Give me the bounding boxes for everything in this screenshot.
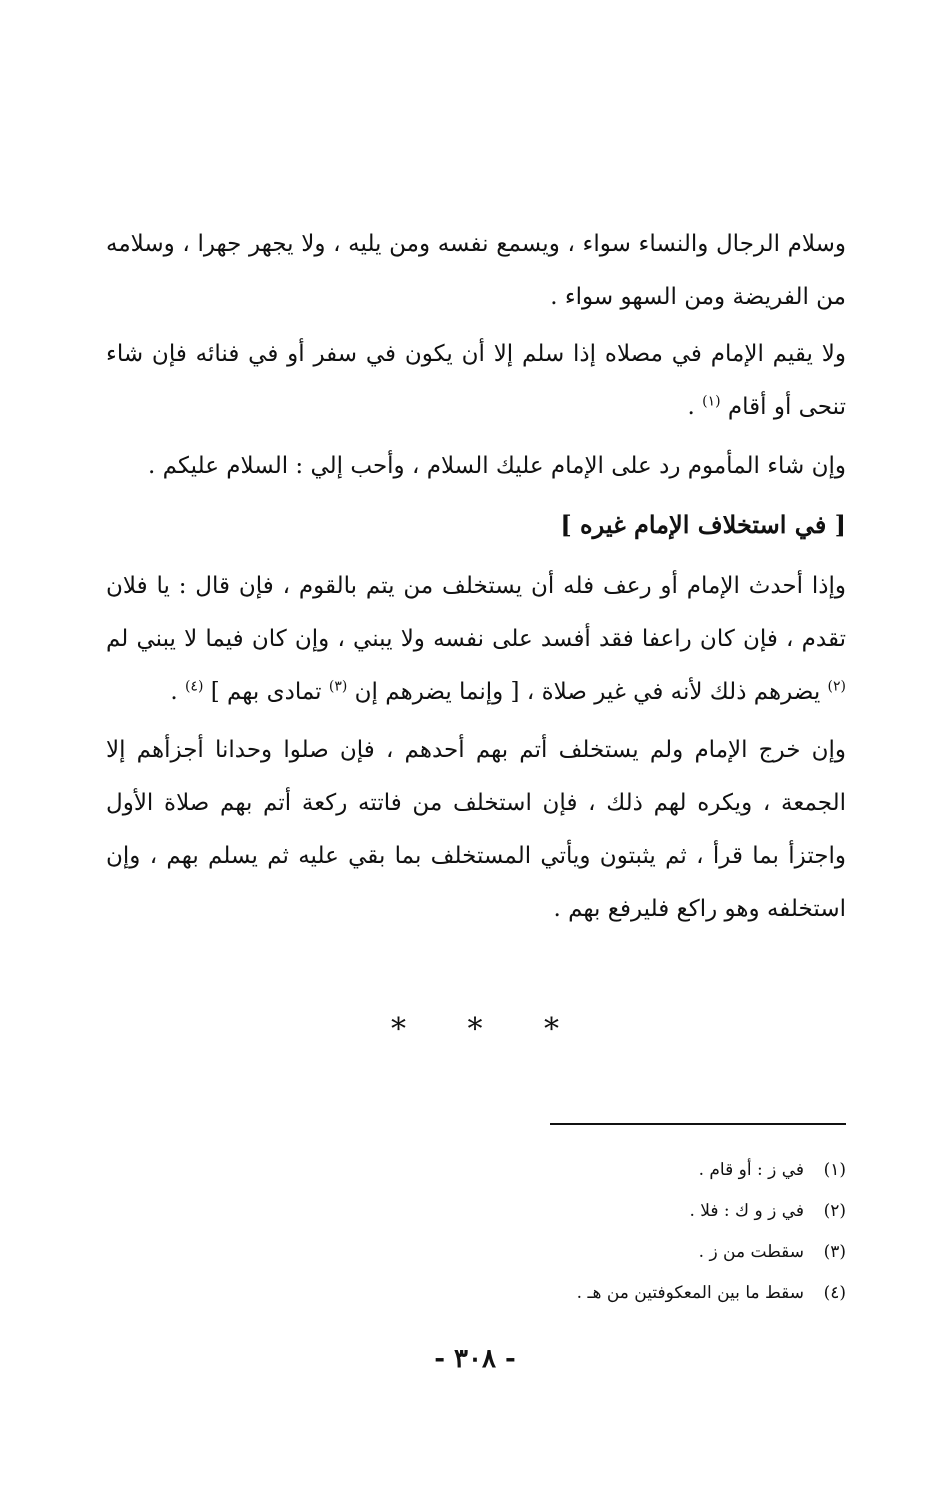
paragraph-salam: وسلام الرجال والنساء سواء ، ويسمع نفسه ومن يليه ، ولا يجهر جهرا ، وسلامه من الفريضة ومن السهو سواء .: [106, 231, 846, 310]
footnote-ref-2[interactable]: (٢): [827, 678, 846, 695]
paragraph-text: وإذا أحدث الإمام أو رعف فله أن يستخلف من يتم بالقوم ، فإن قال : يا فلان تقدم ، فإن كان راعفا فقد أفسد على نفسه ولا يبني ، وإن كان فيما لا يبني لم: [106, 573, 846, 652]
paragraph-imam-musalla: [106, 328, 846, 434]
paragraph-text: تمادى بهم ]: [203, 679, 329, 705]
footnote-item: [246, 1150, 846, 1191]
paragraph-text: يضرهم ذلك لأنه في غير صلاة ، [ وإنما يضرهم إن: [347, 679, 828, 705]
section-separator: [0, 1012, 950, 1047]
separator-star: *: [544, 1012, 560, 1047]
page-number: - ٣٠٨ -: [434, 1344, 516, 1374]
footnote-item: [246, 1191, 846, 1232]
footnote-divider: [550, 1123, 846, 1125]
separator-star: *: [390, 1012, 406, 1047]
footnote-text: في ز : أو قام .: [698, 1160, 804, 1180]
footnote-number: (٢): [823, 1201, 846, 1221]
paragraph-text: ولا يقيم الإمام في مصلاه إذا سلم إلا أن يكون في سفر أو في فنائه فإن شاء تنحى أو أقام: [106, 341, 846, 420]
footnote-text: في ز و ك : فلا .: [689, 1201, 804, 1221]
paragraph-end: .: [687, 394, 703, 420]
footnote-ref-4[interactable]: (٤): [184, 678, 204, 695]
footnote-text: سقط ما بين المعكوفتين من هـ .: [576, 1283, 804, 1303]
footnote-item: [246, 1273, 846, 1314]
paragraph-istikhlaf: [106, 560, 846, 719]
footnote-number: (٣): [823, 1242, 846, 1262]
footnote-number: (٤): [823, 1283, 846, 1303]
footnote-ref-1[interactable]: (١): [702, 393, 721, 410]
separator-star: *: [467, 1012, 483, 1047]
section-heading: [ في استخلاف الإمام غيره ]: [560, 510, 846, 539]
paragraph-imam-leaves: وإن خرج الإمام ولم يستخلف أتم بهم أحدهم ، فإن صلوا وحدانا أجزأهم إلا الجمعة ، ويكره لهم ذلك ، فإن استخلف من فاتته ركعة أتم بهم صلاة الأول واجتزأ بما قرأ ، ثم يثبتون ويأتي المستخلف بما بقي عليه ثم يسلم بهم ، وإن استخلفه وهو راكع فليرفع بهم .: [106, 737, 846, 922]
footnote-item: [246, 1232, 846, 1273]
paragraph-mamum-reply: وإن شاء المأموم رد على الإمام عليك السلام ، وأحب إلي : السلام عليكم .: [148, 453, 846, 479]
footnote-number: (١): [823, 1160, 846, 1180]
paragraph-end: .: [170, 679, 185, 705]
footnotes-list: [246, 1150, 846, 1314]
footnote-text: سقطت من ز .: [698, 1242, 804, 1262]
footnote-ref-3[interactable]: (٣): [328, 678, 348, 695]
